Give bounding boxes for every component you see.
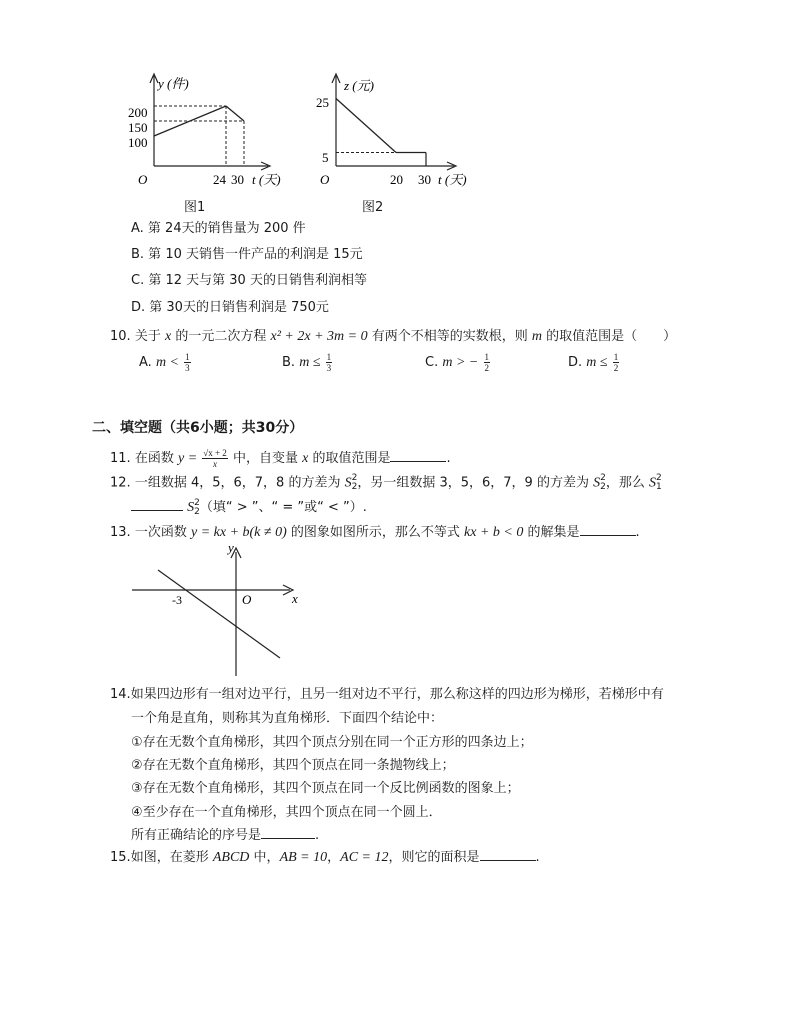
q10-option-d: D. m ≤ $\frac{1}{2}$: [568, 352, 619, 373]
q10-equation: x² + 2x + 3m = 0: [270, 329, 368, 344]
q12-line2: S 2 2 （填“ > ”、“ = ”或“ < ”）.: [131, 498, 367, 517]
figure1-origin: O: [138, 172, 148, 187]
q13-graph: [128, 540, 308, 680]
figure1-y-tick-100: 100: [128, 135, 148, 150]
q13-function-line: [158, 570, 280, 658]
q13-tick-minus3: -3: [172, 593, 182, 607]
q9-option-c: C. 第 12 天与第 30 天的日销售利润相等: [131, 273, 367, 288]
q10-stem: 10. 关于 x 的一元二次方程 x² + 2x + 3m = 0 有两个不相等的实数根，则 m 的取值范围是（ ）: [110, 329, 677, 344]
figure2-x-tick-20: 20: [390, 172, 403, 187]
q13-answer-blank[interactable]: [580, 523, 636, 536]
q11-answer-blank[interactable]: [390, 449, 446, 462]
q13: 13. 一次函数 y = kx + b(k ≠ 0) 的图象如图所示，那么不等式 kx + b < 0 的解集是 .: [110, 525, 640, 540]
q14-item-1: ①存在无数个直角梯形，其四个顶点分别在同一个正方形的四条边上；: [131, 735, 533, 750]
q10-option-b: B. m ≤ $\frac{1}{3}$: [282, 352, 332, 373]
fig1-segment-1: [226, 106, 244, 121]
q14-item-2: ②存在无数个直角梯形，其四个顶点在同一条抛物线上；: [131, 758, 455, 773]
q12-line1: 12. 一组数据 4，5，6，7，8 的方差为 S 2 2 ，另一组数据 3，5，6，7，9 的方差为 S 2 2 ，那么 S 2 1: [110, 473, 662, 492]
q10-number: 10.: [110, 329, 131, 344]
q10-option-a: A. m < $\frac{1}{3}$: [139, 352, 190, 373]
figure1-graph: [118, 68, 288, 193]
figure2-x-label: t (天): [438, 172, 467, 187]
q15-answer-blank[interactable]: [480, 848, 536, 861]
figure1-x-label: t (天): [252, 172, 281, 187]
q10-option-c: C. m > − $\frac{1}{2}$: [425, 352, 490, 373]
figure2-y-label: z (元): [344, 78, 374, 93]
figure1-y-label: y (件): [158, 76, 189, 91]
figure2-caption: 图2: [362, 200, 384, 215]
q14-final: 所有正确结论的序号是 .: [131, 828, 320, 843]
figure2-x-tick-30: 30: [418, 172, 431, 187]
figure1-caption: 图1: [184, 200, 206, 215]
q15: 15.如图，在菱形 ABCD 中，AB = 10，AC = 12，则它的面积是 .: [110, 850, 540, 865]
q14-item-3: ③存在无数个直角梯形，其四个顶点在同一个反比例函数的图象上；: [131, 781, 520, 796]
q13-y-label: y: [228, 540, 234, 555]
q14-line2: 一个角是直角，则称其为直角梯形．下面四个结论中：: [131, 711, 444, 726]
figure1-x-tick-30: 30: [231, 172, 244, 187]
q11: 11. 在函数 y = $\frac{√x + 2}{x}$ 中，自变量 x 的取值范围是 .: [110, 448, 451, 469]
q13-origin: O: [242, 592, 252, 607]
fig2-segment-0: [336, 99, 396, 153]
figure1-y-tick-150: 150: [128, 120, 148, 135]
figure1-x-tick-24: 24: [213, 172, 226, 187]
q14-item-4: ④至少存在一个直角梯形，其四个顶点在同一个圆上．: [131, 805, 442, 820]
q14-line1: 14.如果四边形有一组对边平行，且另一组对边不平行，那么称这样的四边形为梯形，若梯形中有: [110, 687, 664, 702]
figure2-y-tick-25: 25: [316, 95, 329, 110]
q12-answer-blank[interactable]: [131, 498, 183, 511]
q9-option-b: B. 第 10 天销售一件产品的利润是 15元: [131, 247, 363, 262]
q9-option-d: D. 第 30天的日销售利润是 750元: [131, 300, 329, 315]
figure2-y-tick-5: 5: [322, 150, 329, 165]
q14-answer-blank[interactable]: [261, 826, 315, 839]
q13-x-label: x: [292, 591, 298, 606]
q9-option-a: A. 第 24天的销售量为 200 件: [131, 221, 306, 236]
section2-title: 二、填空题（共6小题；共30分）: [92, 420, 304, 436]
figure2-origin: O: [320, 172, 330, 187]
figure2-graph: [306, 68, 476, 193]
figure1-y-tick-200: 200: [128, 105, 148, 120]
